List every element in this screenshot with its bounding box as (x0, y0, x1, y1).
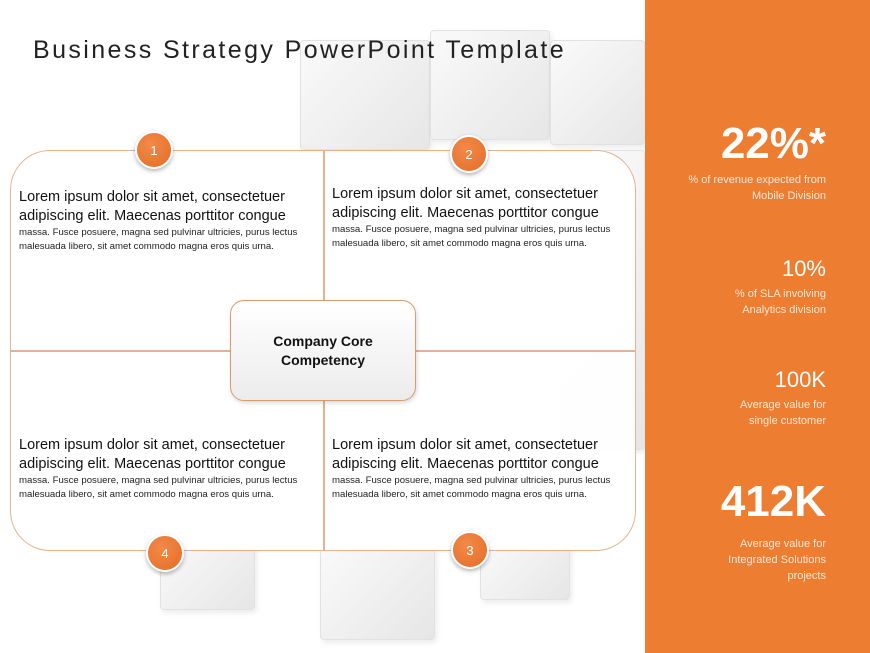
page-title: Business Strategy PowerPoint Template (33, 36, 567, 64)
quadrant-heading: Lorem ipsum dolor sit amet, consectetuer adipiscing elit. Maecenas porttitor congue (332, 437, 599, 472)
stat-3 (721, 367, 826, 429)
stat-value: 100K (774, 367, 826, 392)
stat-1 (686, 120, 826, 204)
quadrant-body: massa. Fusce posuere, magna sed pulvinar ultricies, purus lectus malesuada libero, sit amet commodo magna eros quis urna. (332, 475, 611, 500)
quadrant-4 (19, 436, 319, 502)
cube (320, 545, 435, 640)
stat-4 (701, 478, 826, 584)
stat-label: % of revenue expected from Mobile Division (688, 174, 826, 202)
quadrant-heading: Lorem ipsum dolor sit amet, consectetuer adipiscing elit. Maecenas porttitor congue (19, 189, 286, 224)
quadrant-body: massa. Fusce posuere, magna sed pulvinar ultricies, purus lectus malesuada libero, sit amet commodo magna eros quis urna. (19, 475, 298, 500)
stat-value: 412K (720, 477, 826, 526)
quadrant-2 (332, 185, 632, 251)
quadrant-heading: Lorem ipsum dolor sit amet, consectetuer adipiscing elit. Maecenas porttitor congue (19, 437, 286, 472)
core-competency-box (230, 300, 416, 401)
quadrant-1 (19, 188, 319, 254)
step-badge-3: 3 (451, 531, 489, 569)
step-badge-2: 2 (450, 135, 488, 173)
stats-panel (645, 0, 870, 653)
stat-label: Average value for Integrated Solutions projects (728, 538, 826, 582)
stat-label: % of SLA involving Analytics division (734, 288, 826, 316)
quadrant-body: massa. Fusce posuere, magna sed pulvinar ultricies, purus lectus malesuada libero, sit amet commodo magna eros quis urna. (19, 227, 298, 252)
stat-value: 22%* (720, 119, 826, 168)
quadrant-3 (332, 436, 632, 502)
core-competency-label: Company Core Competency (273, 332, 373, 368)
step-badge-4: 4 (146, 534, 184, 572)
stat-2 (716, 256, 826, 318)
stat-label: Average value for single customer (739, 399, 826, 427)
stat-value: 10% (781, 256, 826, 281)
step-badge-1: 1 (135, 131, 173, 169)
quadrant-body: massa. Fusce posuere, magna sed pulvinar ultricies, purus lectus malesuada libero, sit amet commodo magna eros quis urna. (332, 224, 611, 249)
quadrant-heading: Lorem ipsum dolor sit amet, consectetuer adipiscing elit. Maecenas porttitor congue (332, 186, 599, 221)
